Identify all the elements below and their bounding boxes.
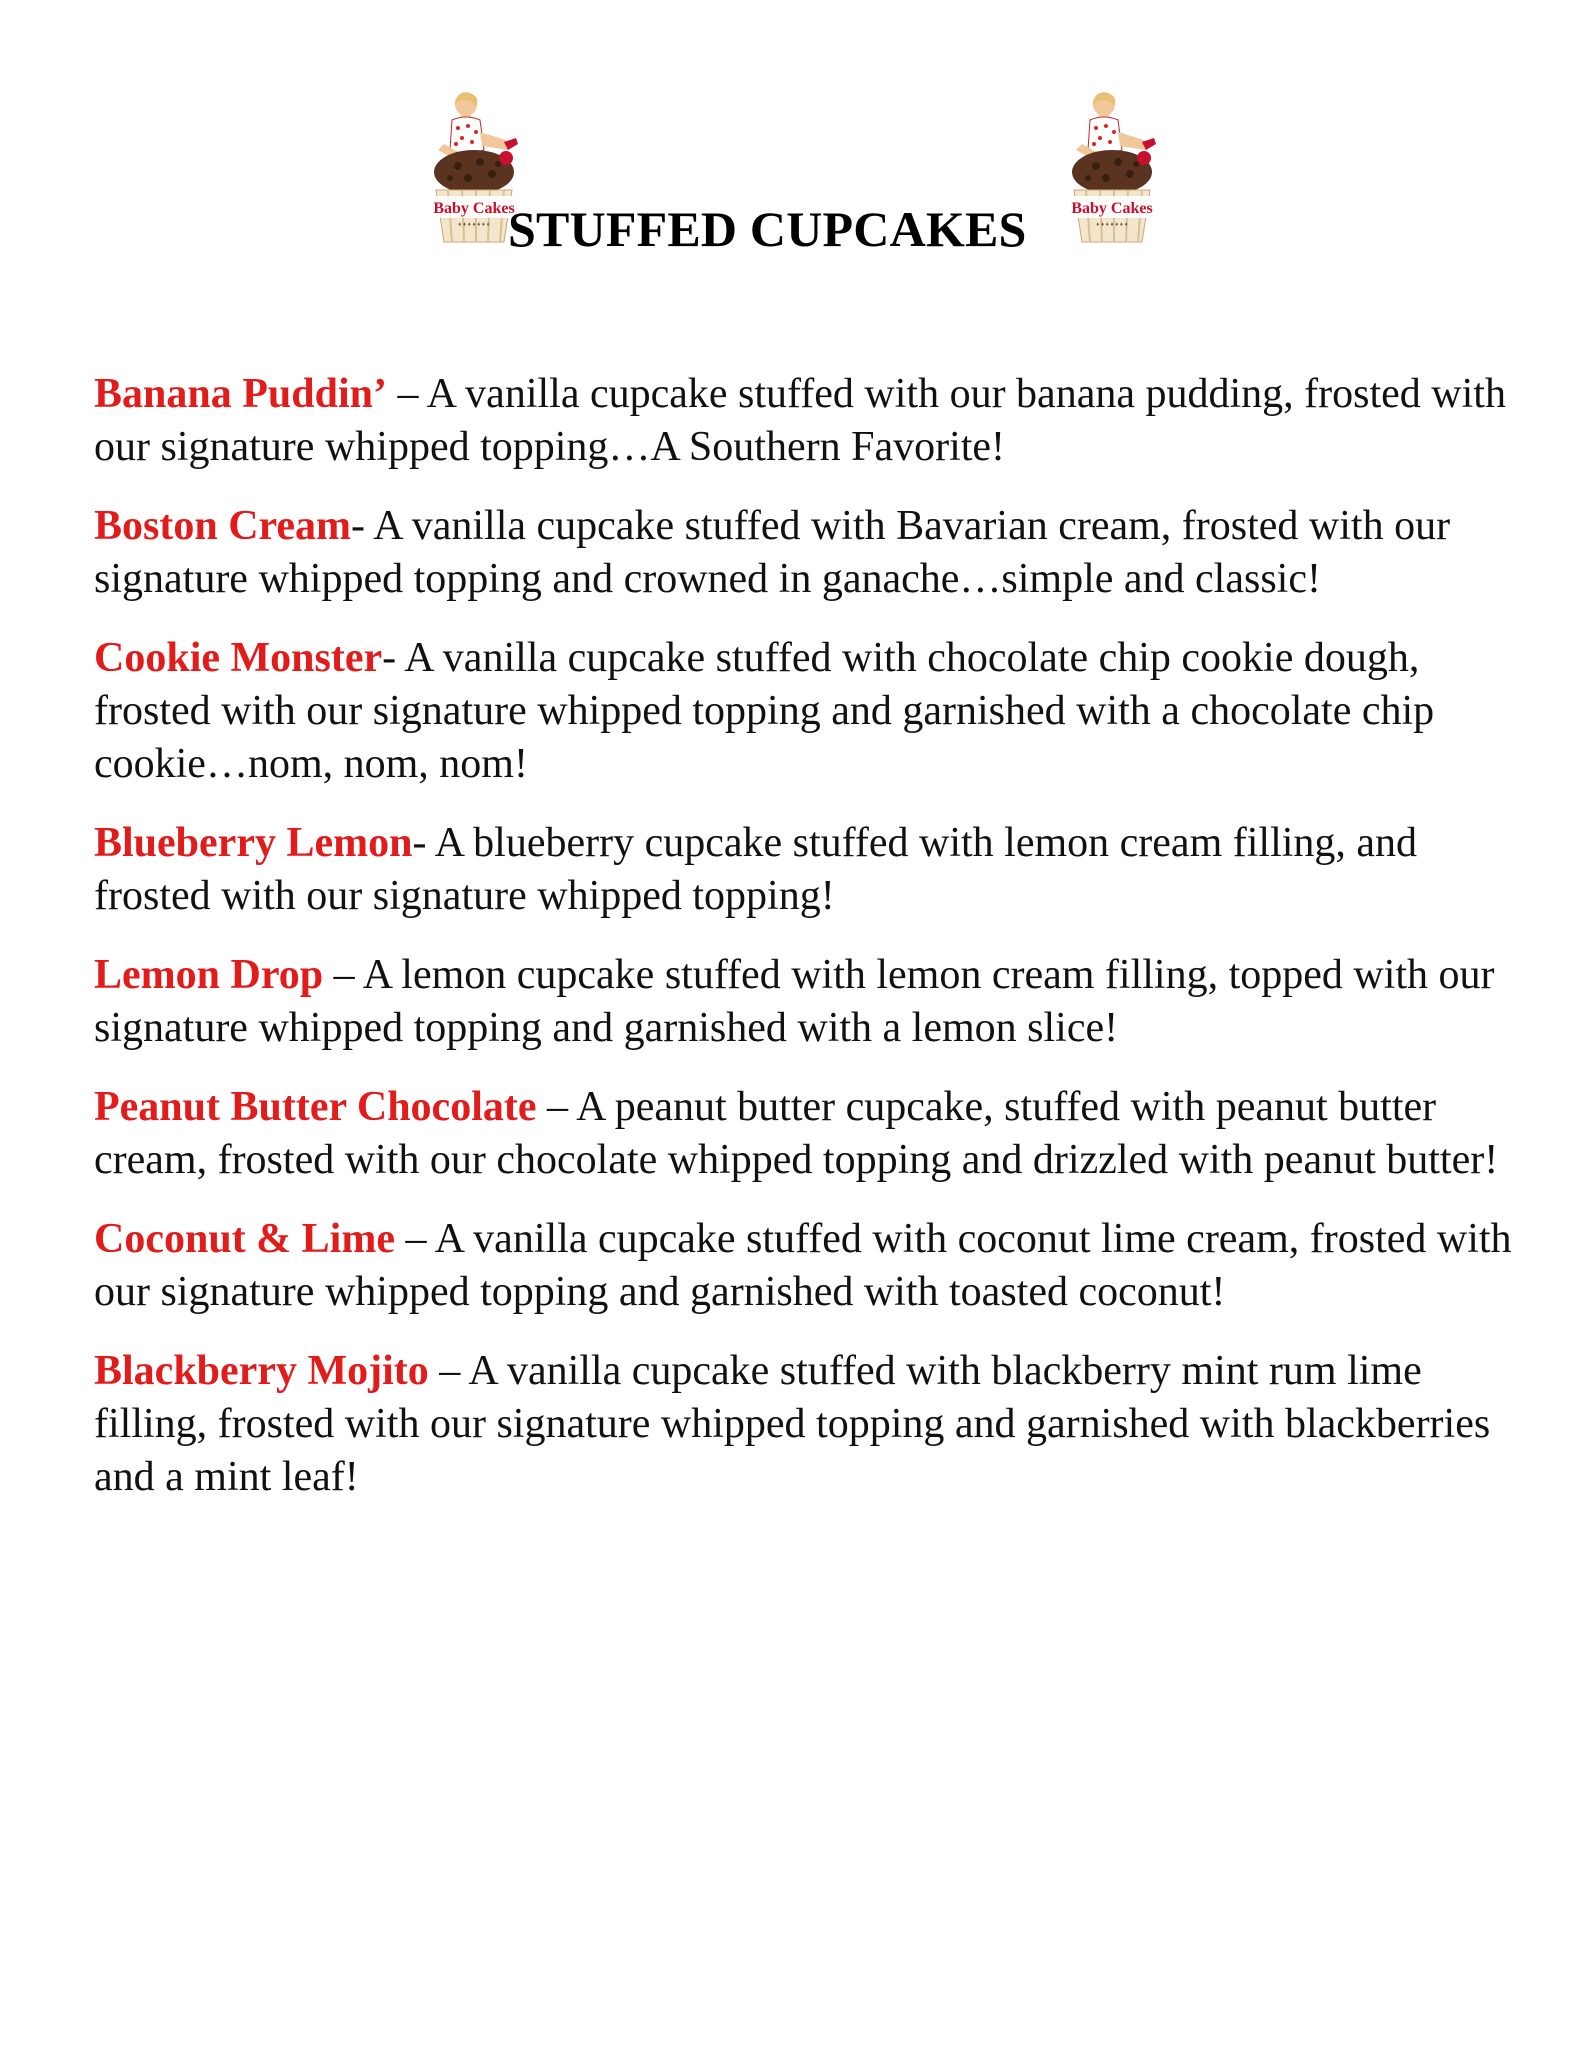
item-name: Peanut Butter Chocolate — [94, 1084, 537, 1130]
item-description: – A vanilla cupcake stuffed with blackberry mint rum lime filling, frosted with our signature whipped topping and garnished with blackberries and a mint leaf! — [94, 1348, 1491, 1500]
cupcake-list — [94, 368, 1514, 1530]
list-item — [94, 368, 1514, 474]
svg-text:♦ ♦ ♦ ♦ ♦ ♦ ♦: ♦ ♦ ♦ ♦ ♦ ♦ ♦ — [458, 222, 490, 228]
item-name: Boston Cream — [94, 503, 352, 549]
svg-text:♦ ♦ ♦ ♦ ♦ ♦ ♦: ♦ ♦ ♦ ♦ ♦ ♦ ♦ — [1096, 222, 1128, 228]
list-item — [94, 817, 1514, 923]
list-item — [94, 949, 1514, 1055]
item-description: - A blueberry cupcake stuffed with lemon cream filling, and frosted with our signature whipped topping! — [94, 820, 1418, 919]
page-header — [0, 92, 1582, 262]
baby-cakes-logo-right — [1066, 92, 1158, 252]
item-name: Blackberry Mojito — [94, 1348, 429, 1394]
item-description: – A vanilla cupcake stuffed with our banana pudding, frosted with our signature whipped topping…A Southern Favorite! — [94, 371, 1506, 470]
logo-lettering-right: Baby Cakes — [1071, 200, 1153, 217]
item-name: Cookie Monster — [94, 635, 383, 681]
item-description: - A vanilla cupcake stuffed with chocolate chip cookie dough, frosted with our signature whipped topping and garnished with a chocolate chip cookie…nom, nom, nom! — [94, 635, 1435, 787]
page-title: STUFFED CUPCAKES — [508, 201, 1027, 257]
baby-cakes-logo-left — [428, 92, 520, 252]
item-name: Blueberry Lemon — [94, 820, 413, 866]
logo-lettering-left: Baby Cakes — [433, 200, 515, 217]
item-name: Banana Puddin’ — [94, 371, 387, 417]
item-name: Coconut & Lime — [94, 1216, 395, 1262]
list-item — [94, 1345, 1514, 1504]
list-item — [94, 1081, 1514, 1187]
item-description: – A lemon cupcake stuffed with lemon cream filling, topped with our signature whipped topping and garnished with a lemon slice! — [94, 952, 1495, 1051]
item-description: – A peanut butter cupcake, stuffed with peanut butter cream, frosted with our chocolate whipped topping and drizzled with peanut butter! — [94, 1084, 1499, 1183]
list-item — [94, 632, 1514, 791]
item-description: – A vanilla cupcake stuffed with coconut lime cream, frosted with our signature whipped topping and garnished with toasted coconut! — [94, 1216, 1512, 1315]
item-description: - A vanilla cupcake stuffed with Bavarian cream, frosted with our signature whipped topping and crowned in ganache…simple and classic! — [94, 503, 1451, 602]
list-item — [94, 500, 1514, 606]
item-name: Lemon Drop — [94, 952, 324, 998]
list-item — [94, 1213, 1514, 1319]
